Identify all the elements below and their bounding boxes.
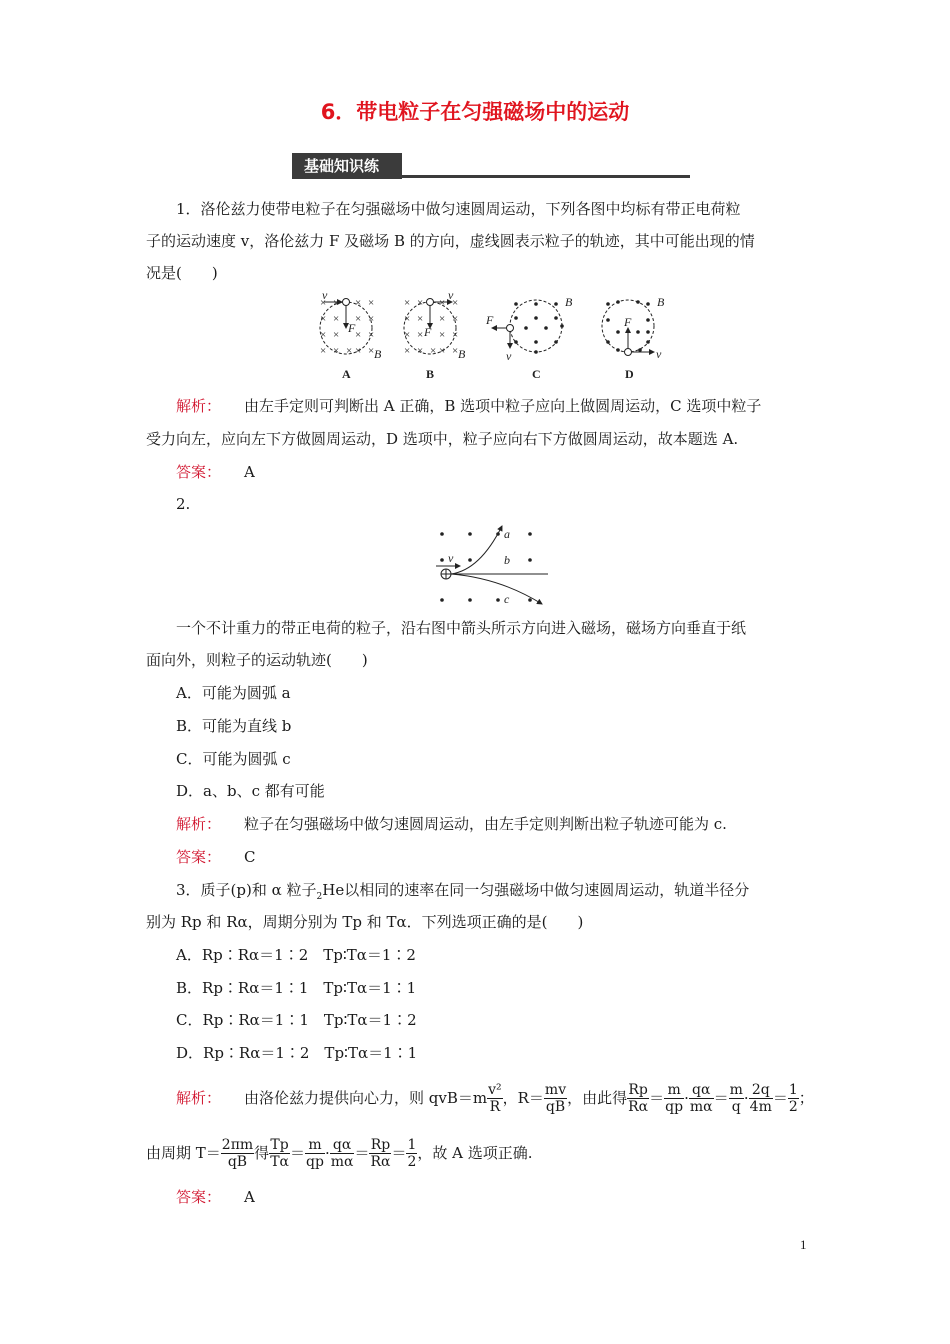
q3-analysis-line-1: 由洛伦兹力提供向心力，则 qvB＝m $\frac{\text{v²}}{R}$ ，R＝ $\frac{mv}{qB}$ ，由此得 $\frac{Rp}{R\alpha}$ ＝ $\frac{m}{qp}$ · $\frac{q\alpha}{m\alpha}$ ＝ $\frac{m}{q}$ · $\frac{2q}{4m}$ ＝ $\frac{1}{2}$ ； — [244, 1081, 814, 1115]
svg-text:v: v — [322, 290, 328, 302]
svg-text:×: × — [417, 313, 424, 325]
q3-answer: A — [244, 1188, 255, 1206]
svg-text:×: × — [355, 345, 362, 357]
svg-text:×: × — [439, 329, 446, 341]
svg-text:×: × — [333, 329, 340, 341]
q3-option-b: B．Rp∶Rα＝1∶1 Tp∶Tα＝1∶1 — [176, 979, 417, 997]
q1-answer-label: 答案： — [176, 463, 222, 481]
figure-label-c: C — [532, 367, 541, 381]
svg-text:a: a — [504, 527, 510, 541]
q1-analysis-label: 解析： — [176, 397, 222, 415]
q3-analysis-line-2: 由周期 T＝ $\frac{2\pi m}{qB}$ 得 $\frac{Tp}{T\alpha}$ ＝ $\frac{m}{qp}$ · $\frac{q\alpha}{m\alpha}$ ＝ $\frac{Rp}{R\alpha}$ ＝ $\frac{1}{2}$ ，故 A 选项正确. — [146, 1136, 533, 1170]
svg-text:B: B — [565, 295, 573, 309]
svg-text:×: × — [404, 313, 411, 325]
svg-text:v: v — [448, 290, 454, 302]
svg-text:×: × — [355, 329, 362, 341]
figure-d — [602, 295, 665, 381]
q1-analysis-line-1: 由左手定则可判断出 A 正确，B 选项中粒子应向上做圆周运动，C 选项中粒子 — [244, 397, 762, 415]
svg-text:×: × — [368, 329, 375, 341]
svg-text:×: × — [417, 329, 424, 341]
svg-text:v: v — [506, 349, 512, 363]
figure-c — [485, 295, 573, 381]
q1-figure — [300, 290, 680, 385]
svg-text:×: × — [404, 345, 411, 357]
svg-text:×: × — [452, 329, 459, 341]
svg-text:×: × — [404, 329, 411, 341]
svg-text:F: F — [424, 325, 432, 339]
q2-analysis: 粒子在匀强磁场中做匀速圆周运动，由左手定则判断出粒子轨迹可能为 c. — [244, 815, 727, 833]
svg-text:×: × — [452, 313, 459, 325]
svg-text:×: × — [320, 329, 327, 341]
q3-option-a: A．Rp∶Rα＝1∶2 Tp∶Tα＝1∶2 — [176, 946, 416, 964]
svg-text:×: × — [346, 345, 353, 357]
figure-label-b: B — [426, 367, 435, 381]
svg-text:×: × — [355, 313, 362, 325]
svg-text:×: × — [452, 345, 459, 357]
figure-b — [404, 290, 466, 381]
svg-text:×: × — [404, 297, 411, 309]
svg-text:×: × — [333, 345, 340, 357]
q3-option-c: C．Rp∶Rα＝1∶1 Tp∶Tα＝1∶2 — [176, 1011, 417, 1029]
svg-text:×: × — [355, 297, 362, 309]
svg-text:b: b — [504, 553, 510, 567]
q1-line-2: 子的运动速度 v，洛伦兹力 F 及磁场 B 的方向，虚线圆表示粒子的轨迹，其中可能出现的情 — [146, 232, 755, 250]
q2-line-1: 一个不计重力的带正电荷的粒子，沿右图中箭头所示方向进入磁场，磁场方向垂直于纸 — [176, 619, 747, 637]
q1-answer: A — [244, 463, 255, 481]
svg-text:×: × — [368, 313, 375, 325]
svg-text:×: × — [320, 297, 327, 309]
svg-text:×: × — [320, 313, 327, 325]
q1-line-3: 况是( ) — [146, 264, 218, 282]
svg-text:B: B — [458, 347, 466, 361]
svg-text:×: × — [430, 345, 437, 357]
svg-text:×: × — [417, 297, 424, 309]
q3-analysis-label: 解析： — [176, 1089, 222, 1107]
q2-answer: C — [244, 848, 256, 866]
q2-answer-label: 答案： — [176, 848, 222, 866]
figure-label-d: D — [625, 367, 634, 381]
q3-option-d: D．Rp∶Rα＝1∶2 Tp∶Tα＝1∶1 — [176, 1044, 418, 1062]
svg-text:c: c — [504, 592, 510, 606]
figure-label-a: A — [342, 367, 351, 381]
svg-text:×: × — [368, 297, 375, 309]
q2-number: 2. — [176, 495, 191, 513]
q2-option-a: A．可能为圆弧 a — [176, 684, 291, 702]
q3-line-2: 别为 Rp 和 Rα，周期分别为 Tp 和 Tα．下列选项正确的是( ) — [146, 913, 584, 931]
svg-text:v: v — [448, 551, 454, 565]
q3-line-1: 3．质子(p)和 α 粒子$_2$He以相同的速率在同一匀强磁场中做匀速圆周运动，轨道半径分 — [176, 881, 750, 902]
svg-text:B: B — [374, 347, 382, 361]
svg-text:×: × — [333, 297, 340, 309]
svg-text:×: × — [439, 313, 446, 325]
section-divider — [402, 175, 690, 178]
svg-text:×: × — [333, 313, 340, 325]
q3-answer-label: 答案： — [176, 1188, 222, 1206]
svg-text:×: × — [368, 345, 375, 357]
svg-text:v: v — [656, 347, 662, 361]
page-title: 6．带电粒子在匀强磁场中的运动 — [320, 100, 630, 124]
svg-text:×: × — [439, 297, 446, 309]
svg-text:B: B — [657, 295, 665, 309]
q2-option-b: B．可能为直线 b — [176, 717, 292, 735]
q2-option-d: D．a、b、c 都有可能 — [176, 782, 325, 800]
q1-analysis-line-2: 受力向左，应向左下方做圆周运动，D 选项中，粒子应向右下方做圆周运动，故本题选 A. — [146, 430, 739, 448]
q2-option-c: C．可能为圆弧 c — [176, 750, 291, 768]
svg-text:×: × — [320, 345, 327, 357]
svg-text:×: × — [452, 297, 459, 309]
q2-line-2: 面向外，则粒子的运动轨迹( ) — [146, 651, 368, 669]
svg-text:×: × — [417, 345, 424, 357]
q1-line-1: 1．洛伦兹力使带电粒子在匀强磁场中做匀速圆周运动，下列各图中均标有带正电荷粒 — [176, 200, 741, 218]
q2-figure — [430, 520, 555, 610]
svg-text:F: F — [486, 313, 494, 327]
svg-text:×: × — [439, 345, 446, 357]
svg-text:F: F — [348, 321, 356, 335]
figure-a — [320, 290, 382, 381]
section-banner: 基础知识练 — [292, 153, 402, 179]
q2-analysis-label: 解析： — [176, 815, 222, 833]
page-number: 1 — [800, 1237, 807, 1252]
svg-text:F: F — [624, 315, 632, 329]
